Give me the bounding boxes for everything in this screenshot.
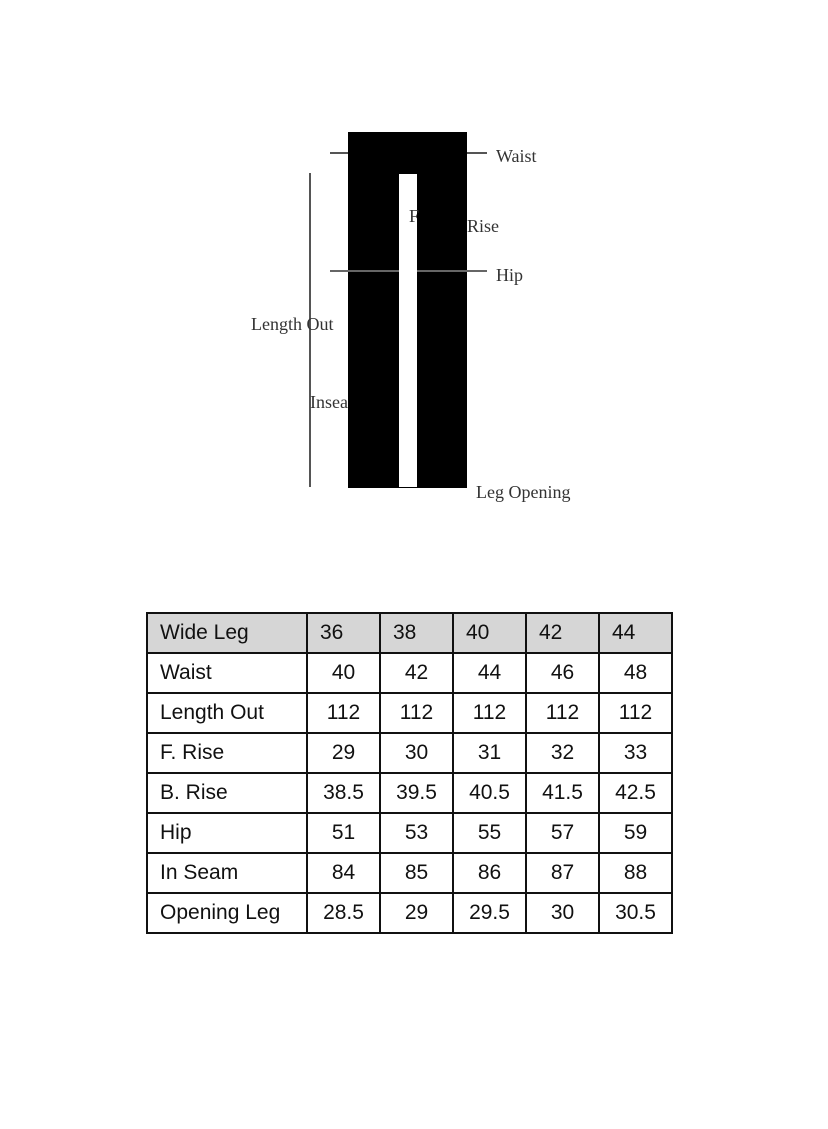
- measurement-value-cell: 88: [599, 853, 672, 893]
- measurement-label-cell: B. Rise: [147, 773, 307, 813]
- leg-opening-label: Leg Opening: [476, 482, 571, 502]
- measurement-label-cell: Hip: [147, 813, 307, 853]
- measurement-value-cell: 112: [307, 693, 380, 733]
- measurement-value-cell: 48: [599, 653, 672, 693]
- measurement-label-cell: Waist: [147, 653, 307, 693]
- table-row: [147, 853, 672, 893]
- length-out-label: Length Out: [251, 314, 334, 334]
- measurement-value-cell: 112: [380, 693, 453, 733]
- measurement-value-cell: 33: [599, 733, 672, 773]
- table-row: [147, 773, 672, 813]
- measurement-value-cell: 86: [453, 853, 526, 893]
- measurement-value-cell: 59: [599, 813, 672, 853]
- measurement-value-cell: 87: [526, 853, 599, 893]
- measurement-value-cell: 57: [526, 813, 599, 853]
- measurement-value-cell: 46: [526, 653, 599, 693]
- size-header-cell: 40: [453, 613, 526, 653]
- measurement-value-cell: 32: [526, 733, 599, 773]
- measurement-label-cell: Opening Leg: [147, 893, 307, 933]
- table-header-row: [147, 613, 672, 653]
- measurement-label-cell: F. Rise: [147, 733, 307, 773]
- hip-label: Hip: [496, 265, 523, 285]
- size-chart-table: [146, 612, 673, 934]
- measurement-value-cell: 30: [526, 893, 599, 933]
- inseam-label: Insea: [310, 392, 348, 412]
- table-row: [147, 693, 672, 733]
- measurement-value-cell: 28.5: [307, 893, 380, 933]
- table-row: [147, 653, 672, 693]
- measurement-label-cell: In Seam: [147, 853, 307, 893]
- measurement-value-cell: 85: [380, 853, 453, 893]
- measurement-value-cell: 31: [453, 733, 526, 773]
- measurement-value-cell: 39.5: [380, 773, 453, 813]
- measurement-value-cell: 44: [453, 653, 526, 693]
- measurement-label-cell: Length Out: [147, 693, 307, 733]
- measurement-value-cell: 30: [380, 733, 453, 773]
- measurement-value-cell: 55: [453, 813, 526, 853]
- waist-label: Waist: [496, 146, 537, 166]
- measurement-value-cell: 29: [307, 733, 380, 773]
- measurement-value-cell: 30.5: [599, 893, 672, 933]
- measurement-value-cell: 29.5: [453, 893, 526, 933]
- size-header-cell: 42: [526, 613, 599, 653]
- measurement-value-cell: 53: [380, 813, 453, 853]
- rise-label: Rise: [467, 216, 500, 236]
- style-name-cell: Wide Leg: [147, 613, 307, 653]
- measurement-value-cell: 42.5: [599, 773, 672, 813]
- measurement-value-cell: 29: [380, 893, 453, 933]
- measurement-value-cell: 42: [380, 653, 453, 693]
- measurement-value-cell: 112: [599, 693, 672, 733]
- measurement-value-cell: 51: [307, 813, 380, 853]
- measurement-value-cell: 112: [453, 693, 526, 733]
- table-row: [147, 813, 672, 853]
- size-header-cell: 36: [307, 613, 380, 653]
- size-header-cell: 38: [380, 613, 453, 653]
- measurement-value-cell: 38.5: [307, 773, 380, 813]
- measurement-value-cell: 40.5: [453, 773, 526, 813]
- size-header-cell: 44: [599, 613, 672, 653]
- table-row: [147, 733, 672, 773]
- measurement-value-cell: 40: [307, 653, 380, 693]
- table-row: [147, 893, 672, 933]
- pants-measurement-diagram: [0, 0, 828, 560]
- measurement-value-cell: 41.5: [526, 773, 599, 813]
- measurement-value-cell: 112: [526, 693, 599, 733]
- f-rise-label: F: [409, 206, 420, 226]
- measurement-value-cell: 84: [307, 853, 380, 893]
